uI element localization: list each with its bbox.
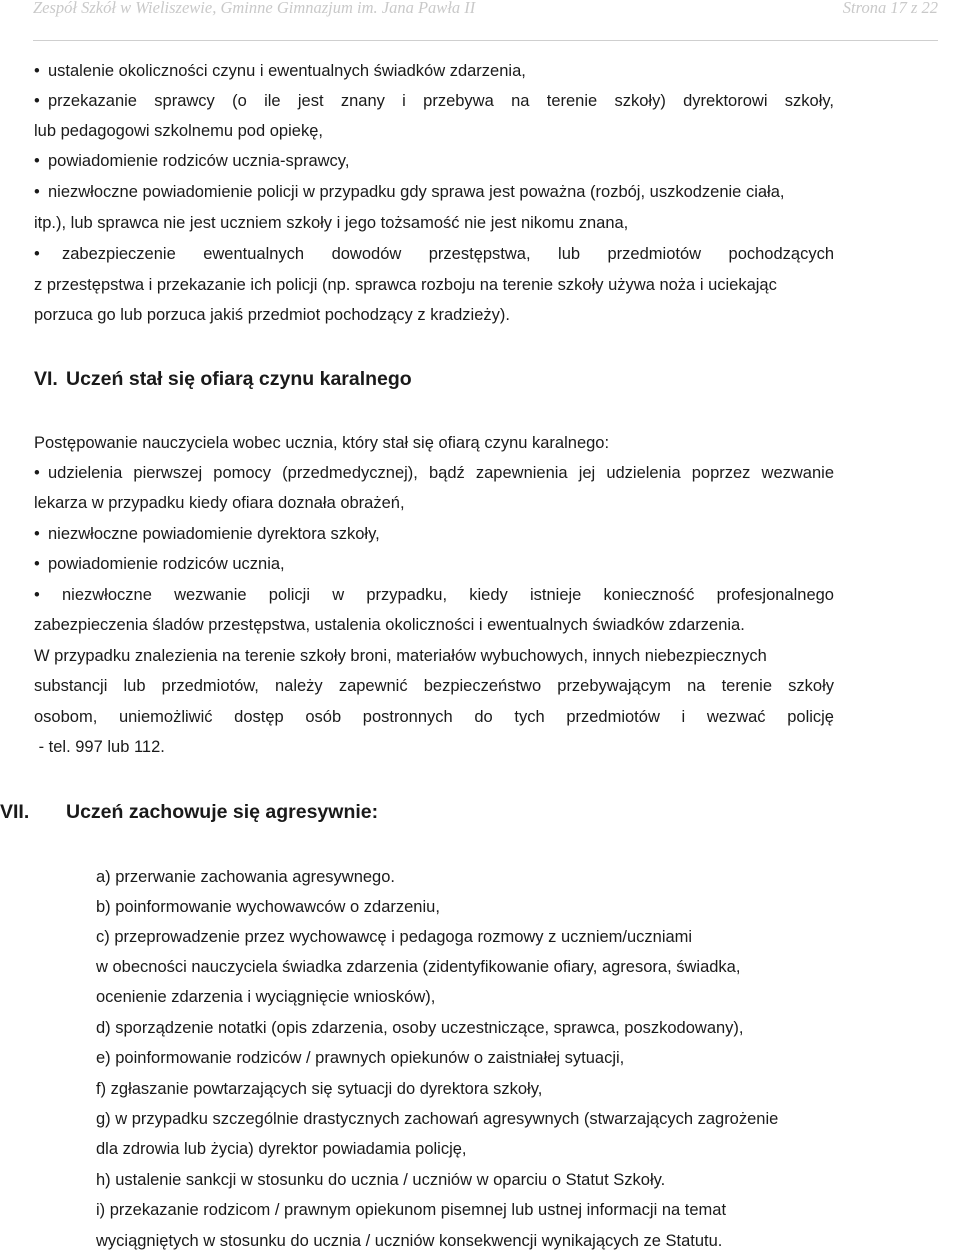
text-line: z przestępstwa i przekazanie ich policji (np. sprawca rozboju na terenie szkoły używa noża i uciekając — [34, 276, 777, 294]
text-line: lub pedagogowi szkolnemu pod opiekę, — [34, 122, 323, 140]
text-line: Postępowanie nauczyciela wobec ucznia, który stał się ofiarą czynu karalnego: — [34, 434, 610, 452]
section-number: VII. — [0, 801, 30, 823]
bullet: • — [34, 152, 40, 170]
bullet: • — [34, 525, 40, 543]
section-title: Uczeń stał się ofiarą czynu karalnego — [66, 368, 412, 390]
text-line: osobom, uniemożliwić dostęp osób postronnych do tych przedmiotów i wezwać policję — [34, 708, 834, 726]
section-number: VI. — [34, 368, 58, 390]
text-line: powiadomienie rodziców ucznia-sprawcy, — [48, 152, 350, 170]
list-item: b) poinformowanie wychowawców o zdarzeniu, — [96, 898, 440, 916]
text-line: ustalenie okoliczności czynu i ewentualnych świadków zdarzenia, — [48, 62, 526, 80]
list-item: w obecności nauczyciela świadka zdarzenia (zidentyfikowanie ofiary, agresora, świadka, — [96, 958, 741, 976]
text-line: niezwłoczne powiadomienie policji w przypadku gdy sprawa jest poważna (rozbój, uszkodzenie ciała, — [48, 183, 785, 201]
text-line: przekazanie sprawcy (o ile jest znany i przebywa na terenie szkoły) dyrektorowi szkoły, — [48, 92, 834, 110]
list-item: wyciągniętych w stosunku do ucznia / uczniów konsekwencji wynikających ze Statutu. — [96, 1232, 723, 1250]
text-line: porzuca go lub porzuca jakiś przedmiot pochodzący z kradzieży). — [34, 306, 510, 324]
text-line: niezwłoczne powiadomienie dyrektora szkoły, — [48, 525, 380, 543]
text-line: udzielenia pierwszej pomocy (przedmedycznej), bądź zapewnienia jej udzielenia poprzez wezwanie — [48, 464, 834, 482]
page-header — [33, 0, 938, 41]
bullet: • — [34, 183, 40, 201]
text-line: itp.), lub sprawca nie jest uczniem szkoły i jego tożsamość nie jest nikomu znana, — [34, 214, 629, 232]
list-item: c) przeprowadzenie przez wychowawcę i pedagoga rozmowy z uczniem/uczniami — [96, 928, 693, 946]
header-page-number: Strona 17 z 22 — [842, 0, 938, 17]
section-title: Uczeń zachowuje się agresywnie: — [66, 801, 379, 823]
text-line: powiadomienie rodziców ucznia, — [48, 555, 285, 573]
list-item: i) przekazanie rodzicom / prawnym opiekunom pisemnej lub ustnej informacji na temat — [96, 1201, 727, 1219]
list-item: h) ustalenie sankcji w stosunku do ucznia / uczniów w oparciu o Statut Szkoły. — [96, 1171, 666, 1189]
list-item: ocenienie zdarzenia i wyciągnięcie wniosków), — [96, 988, 436, 1006]
text-line: zabezpieczenia śladów przestępstwa, ustalenia okoliczności i ewentualnych świadków zdarzenia. — [34, 616, 745, 634]
text-line: W przypadku znalezienia na terenie szkoły broni, materiałów wybuchowych, innych niebezpiecznych — [34, 647, 767, 665]
bullet: • — [34, 245, 40, 263]
bullet: • — [34, 464, 40, 482]
list-item: f) zgłaszanie powtarzających się sytuacji do dyrektora szkoły, — [96, 1080, 543, 1098]
text-line: zabezpieczenie ewentualnych dowodów przestępstwa, lub przedmiotów pochodzących — [62, 245, 834, 263]
text-line: niezwłoczne wezwanie policji w przypadku, kiedy istnieje konieczność profesjonalnego — [62, 586, 834, 604]
list-item: dla zdrowia lub życia) dyrektor powiadamia policję, — [96, 1140, 467, 1158]
list-item: d) sporządzenie notatki (opis zdarzenia, osoby uczestniczące, sprawca, poszkodowany), — [96, 1019, 744, 1037]
text-line: - tel. 997 lub 112. — [34, 738, 165, 756]
text-line: lekarza w przypadku kiedy ofiara doznała obrażeń, — [34, 494, 405, 512]
bullet: • — [34, 62, 40, 80]
list-item: a) przerwanie zachowania agresywnego. — [96, 868, 395, 886]
bullet: • — [34, 92, 40, 110]
text-line: substancji lub przedmiotów, należy zapewnić bezpieczeństwo przebywającym na terenie szkoły — [34, 677, 834, 695]
header-school-name: Zespół Szkół w Wieliszewie, Gminne Gimnazjum im. Jana Pawła II — [33, 0, 476, 17]
bullet: • — [34, 586, 40, 604]
list-item: g) w przypadku szczególnie drastycznych zachowań agresywnych (stwarzających zagrożenie — [96, 1110, 779, 1128]
bullet: • — [34, 555, 40, 573]
list-item: e) poinformowanie rodziców / prawnych opiekunów o zaistniałej sytuacji, — [96, 1049, 625, 1067]
